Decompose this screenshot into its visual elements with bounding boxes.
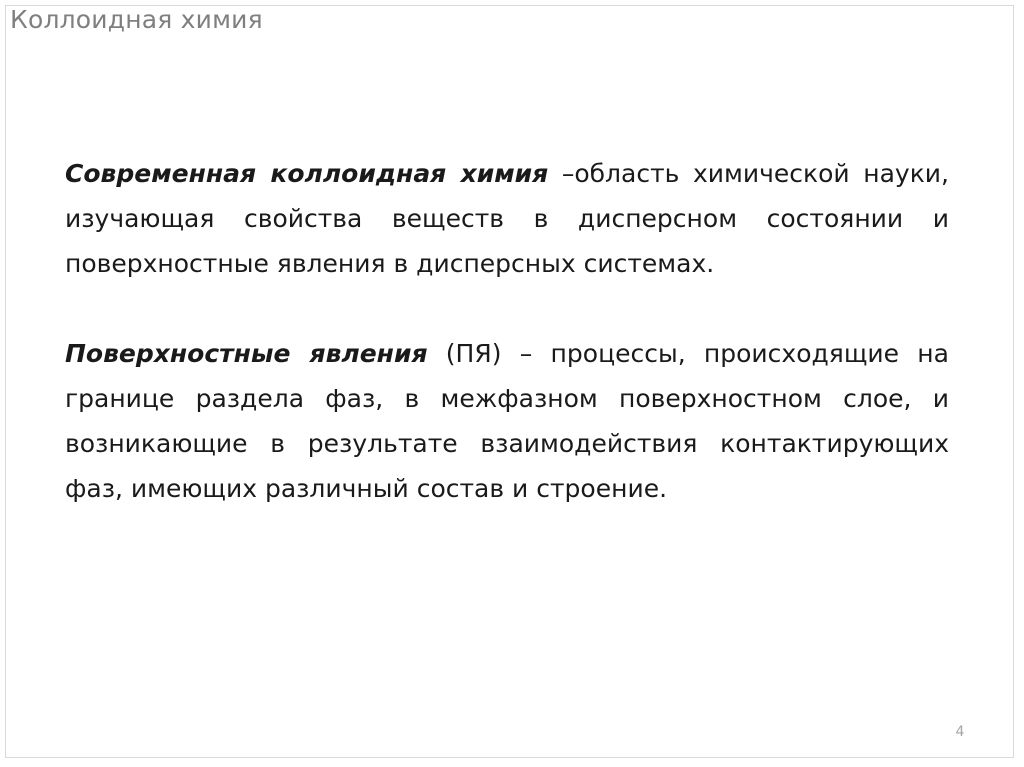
slide-title: Коллоидная химия [10,5,263,34]
page-number: 4 [955,724,965,740]
definition-text: –область химической науки, изучающая свойства веществ в дисперсном состоянии и поверхностные явления в дисперсных системах. [65,159,949,278]
definition-paragraph-colloid-chemistry [65,151,949,286]
definition-text: (ПЯ) – процессы, происходящие на границе раздела фаз, в межфазном поверхностном слое, и возникающие в результате взаимодействия контактирующих фаз, имеющих различный состав и строение. [65,339,949,503]
definition-term: Современная коллоидная химия [65,159,549,188]
slide-body [65,151,949,511]
definition-term: Поверхностные явления [65,339,428,368]
definition-paragraph-surface-phenomena [65,331,949,511]
